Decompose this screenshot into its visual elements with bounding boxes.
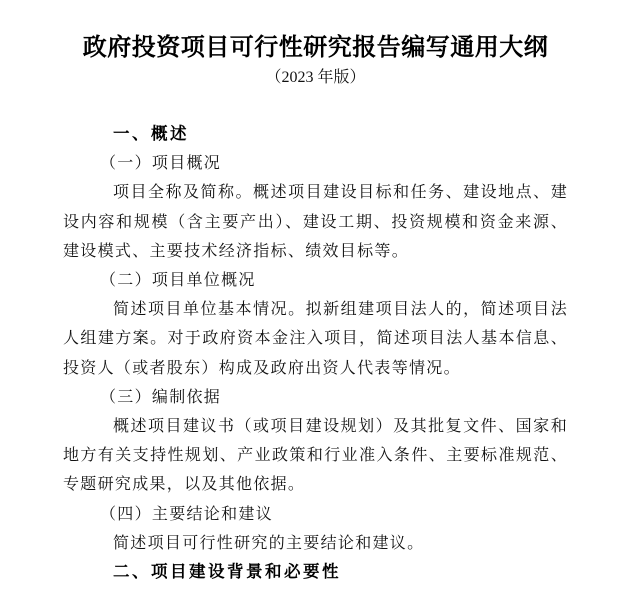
document-body xyxy=(63,120,568,587)
heading-2-background-and-necessity: 二、项目建设背景和必要性 xyxy=(113,563,341,582)
paragraph-main-conclusions-recommendations: 简述项目可行性研究的主要结论和建议。 xyxy=(113,534,425,552)
paragraph-compilation-basis: 概述项目建议书（或项目建设规划）及其批复文件、国家和地方有关支持性规划、产业政策和行业准入条件、主要标准规范、专题研究成果，以及其他依据。 xyxy=(63,418,568,494)
subheading-3-compilation-basis: （三）编制依据 xyxy=(100,388,222,406)
paragraph-project-unit-overview: 简述项目单位基本情况。拟新组建项目法人的，简述项目法人组建方案。对于政府资本金注入项目，简述项目法人基本信息、投资人（或者股东）构成及政府出资人代表等情况。 xyxy=(63,301,568,377)
paragraph-project-overview: 项目全称及简称。概述项目建设目标和任务、建设地点、建设内容和规模（含主要产出）、建设工期、投资规模和资金来源、建设模式、主要技术经济指标、绩效目标等。 xyxy=(63,184,568,260)
subheading-1-project-overview: （一）项目概况 xyxy=(100,155,222,173)
heading-1-overview: 一、概述 xyxy=(113,125,189,143)
subheading-4-main-conclusions-recommendations: （四）主要结论和建议 xyxy=(100,505,274,523)
document-subtitle: （2023 年版） xyxy=(265,69,366,86)
document-title: 政府投资项目可行性研究报告编写通用大纲 xyxy=(82,35,549,61)
subheading-2-project-unit-overview: （二）项目单位概况 xyxy=(100,272,256,290)
